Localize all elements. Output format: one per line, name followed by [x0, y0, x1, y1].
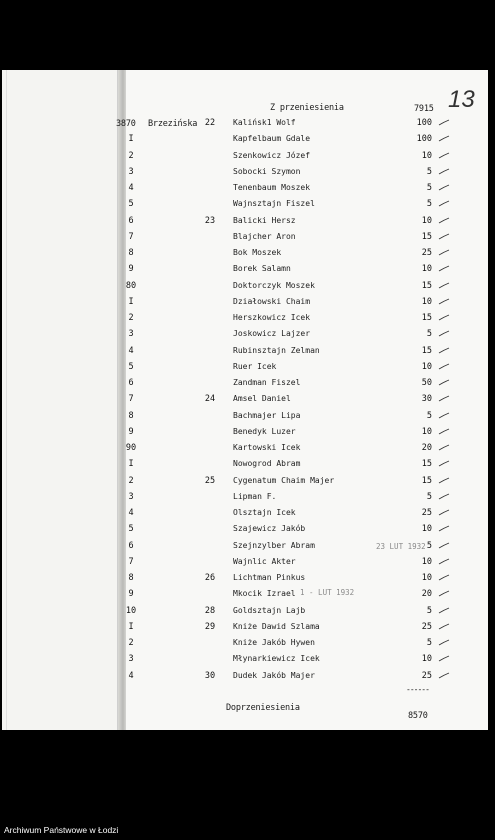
row-number: 6 — [128, 215, 134, 226]
row-number: 3 — [128, 491, 134, 502]
row-name: Balicki Hersz — [233, 215, 296, 225]
tick-mark-icon — [438, 347, 450, 355]
date-stamp: 23 LUT 1932 — [376, 542, 426, 551]
row-amount: 50 — [421, 378, 432, 388]
row-amount: 10 — [421, 296, 432, 307]
row-group: 30 — [204, 670, 216, 681]
row-amount: 5 — [426, 540, 432, 551]
tick-mark-icon — [438, 152, 450, 160]
tick-mark-icon — [438, 460, 450, 468]
row-name: Goldsztajn Lajb — [233, 605, 306, 615]
row-amount: 20 — [421, 443, 432, 453]
row-name: Benedyk Luzer — [233, 426, 296, 436]
row-number: 2 — [128, 475, 134, 486]
row-name: Szejnzylber Abram — [233, 540, 315, 550]
row-number: 4 — [128, 345, 134, 356]
row-number: 9 — [128, 426, 134, 437]
row-amount: 10 — [421, 215, 432, 226]
row-amount: 25 — [421, 248, 432, 258]
row-name: Doktorczyk Moszek — [233, 280, 315, 290]
row-amount: 100 — [416, 118, 432, 128]
carry-out-total: 8570 — [408, 711, 428, 721]
row-number: 80 — [125, 280, 137, 291]
row-name: Zandman Fiszel — [233, 378, 301, 387]
row-name: Amsel Daniel — [233, 394, 291, 404]
row-number: 6 — [128, 378, 134, 388]
row-name: Dudek Jakób Majer — [233, 670, 315, 680]
tick-mark-icon — [438, 265, 450, 273]
row-name: Sobocki Szymon — [233, 166, 301, 176]
row-number: I — [128, 296, 134, 307]
row-amount: 5 — [426, 605, 432, 616]
tick-mark-icon — [438, 233, 450, 241]
row-name: Wajnsztajn Fiszel — [233, 199, 315, 209]
row-amount: 5 — [426, 199, 432, 210]
row-name: Kalińsk1 Wolf — [233, 118, 296, 127]
carry-in-label: Z przeniesienia — [270, 103, 344, 113]
date-stamp-2: 1 - LUT 1932 — [300, 588, 355, 597]
row-name: Działowski Chaim — [233, 296, 311, 306]
row-amount: 10 — [421, 654, 432, 665]
row-amount: 10 — [421, 361, 432, 372]
total-rule: ------ — [406, 685, 429, 694]
row-amount: 25 — [421, 670, 432, 681]
row-amount: 25 — [421, 508, 432, 518]
row-number: 5 — [128, 361, 134, 372]
row-name: Blajcher Aron — [233, 231, 296, 241]
tick-mark-icon — [438, 590, 450, 598]
page-number: 13 — [448, 86, 475, 113]
row-number: 7 — [128, 394, 134, 405]
row-amount: 15 — [421, 231, 432, 242]
ledger-page — [126, 70, 488, 730]
tick-mark-icon — [438, 200, 450, 208]
carry-in-total: 7915 — [414, 104, 434, 114]
tick-mark-icon — [438, 672, 450, 680]
row-name: Tenenbaum Moszek — [233, 183, 311, 192]
row-number: 7 — [128, 231, 134, 242]
row-name: Nowogrod Abram — [233, 459, 301, 469]
row-number: 6 — [128, 540, 134, 551]
row-name: Lipman F. — [233, 491, 277, 501]
row-number: 3 — [128, 329, 134, 340]
tick-mark-icon — [438, 477, 450, 485]
row-number: 2 — [128, 638, 134, 648]
row-name: Cygenatum Chaim Majer — [233, 475, 335, 485]
tick-mark-icon — [438, 558, 450, 566]
row-number: I — [128, 459, 134, 470]
row-name: Borek Salamn — [233, 264, 291, 274]
row-name: Ruer Icek — [233, 361, 277, 371]
row-amount: 25 — [421, 621, 432, 632]
district-name: Brzezińska — [148, 119, 198, 129]
row-amount: 30 — [421, 394, 432, 405]
tick-mark-icon — [438, 574, 450, 582]
tick-mark-icon — [438, 525, 450, 533]
row-amount: 10 — [421, 524, 432, 535]
row-number: 9 — [128, 264, 134, 275]
row-name: Kniże Jakób Hywen — [233, 638, 315, 647]
row-number: 8 — [128, 573, 134, 583]
row-number: 2 — [128, 313, 134, 323]
row-name: Mkocik Izrael — [233, 589, 296, 599]
row-group: 23 — [204, 215, 216, 226]
carry-out-label: Doprzeniesienia — [226, 703, 300, 713]
row-group: 26 — [204, 573, 216, 583]
row-number: 8 — [128, 248, 134, 258]
row-group: 28 — [204, 605, 216, 616]
tick-mark-icon — [438, 444, 450, 452]
row-amount: 5 — [426, 410, 432, 421]
tick-mark-icon — [438, 395, 450, 403]
row-number: I — [128, 621, 134, 632]
row-number: 5 — [128, 199, 134, 210]
row-name: Herszkowicz Icek — [233, 313, 311, 322]
tick-mark-icon — [438, 217, 450, 225]
tick-mark-icon — [438, 135, 450, 143]
row-name: Lichtman Pinkus — [233, 573, 306, 582]
row-name: Kartowski Icek — [233, 443, 301, 452]
row-name: Kniże Dawid Szlama — [233, 621, 320, 631]
row-name: Szajewicz Jakób — [233, 524, 306, 534]
row-amount: 100 — [416, 134, 432, 145]
row-amount: 10 — [421, 264, 432, 275]
row-amount: 15 — [421, 280, 432, 291]
tick-mark-icon — [438, 249, 450, 257]
row-number: 4 — [128, 670, 134, 681]
row-number: 8 — [128, 410, 134, 421]
row-amount: 10 — [421, 426, 432, 437]
row-amount: 10 — [421, 150, 432, 161]
tick-mark-icon — [438, 542, 450, 550]
row-name: Bachmajer Lipa — [233, 410, 301, 420]
tick-mark-icon — [438, 314, 450, 322]
row-name: Wajnlic Akter — [233, 556, 296, 566]
left-page — [2, 70, 118, 730]
row-amount: 5 — [426, 491, 432, 502]
row-number: 4 — [128, 183, 134, 193]
row-name: Olsztajn Icek — [233, 508, 296, 517]
tick-mark-icon — [438, 298, 450, 306]
start-number: 3870 — [116, 119, 136, 129]
row-number: 4 — [128, 508, 134, 518]
tick-mark-icon — [438, 282, 450, 290]
row-amount: 15 — [421, 475, 432, 486]
row-number: 9 — [128, 589, 134, 600]
tick-mark-icon — [438, 168, 450, 176]
archive-label: Archiwum Państwowe w Łodzi — [4, 825, 119, 835]
tick-mark-icon — [438, 330, 450, 338]
row-amount: 20 — [421, 589, 432, 600]
row-number: 7 — [128, 556, 134, 567]
tick-mark-icon — [438, 184, 450, 192]
row-number: 90 — [125, 443, 137, 453]
row-amount: 5 — [426, 638, 432, 648]
tick-mark-icon — [438, 639, 450, 647]
tick-mark-icon — [438, 655, 450, 663]
row-amount: 15 — [421, 313, 432, 323]
row-group: 22 — [204, 118, 216, 128]
row-number: 2 — [128, 150, 134, 161]
tick-mark-icon — [438, 363, 450, 371]
tick-mark-icon — [438, 509, 450, 517]
row-name: Kapfelbaum Gdale — [233, 134, 311, 144]
row-amount: 5 — [426, 329, 432, 340]
row-number: I — [128, 134, 134, 145]
row-group: 25 — [204, 475, 216, 486]
tick-mark-icon — [438, 607, 450, 615]
row-amount: 5 — [426, 183, 432, 193]
row-number: 3 — [128, 654, 134, 665]
tick-mark-icon — [438, 412, 450, 420]
tick-mark-icon — [438, 119, 450, 127]
row-number: 3 — [128, 166, 134, 177]
row-amount: 15 — [421, 459, 432, 470]
row-amount: 10 — [421, 573, 432, 583]
row-amount: 15 — [421, 345, 432, 356]
tick-mark-icon — [438, 623, 450, 631]
row-group: 24 — [204, 394, 216, 405]
row-group: 29 — [204, 621, 216, 632]
row-amount: 5 — [426, 166, 432, 177]
row-name: Młynarkiewicz Icek — [233, 654, 320, 664]
row-amount: 10 — [421, 556, 432, 567]
row-name: Bok Moszek — [233, 248, 282, 257]
row-name: Rubinsztajn Zelman — [233, 345, 320, 355]
row-number: 5 — [128, 524, 134, 535]
tick-mark-icon — [438, 379, 450, 387]
row-name: Joskowicz Lajzer — [233, 329, 311, 339]
row-number: 10 — [125, 605, 137, 616]
tick-mark-icon — [438, 428, 450, 436]
row-name: Szenkowicz Józef — [233, 150, 311, 160]
tick-mark-icon — [438, 493, 450, 501]
